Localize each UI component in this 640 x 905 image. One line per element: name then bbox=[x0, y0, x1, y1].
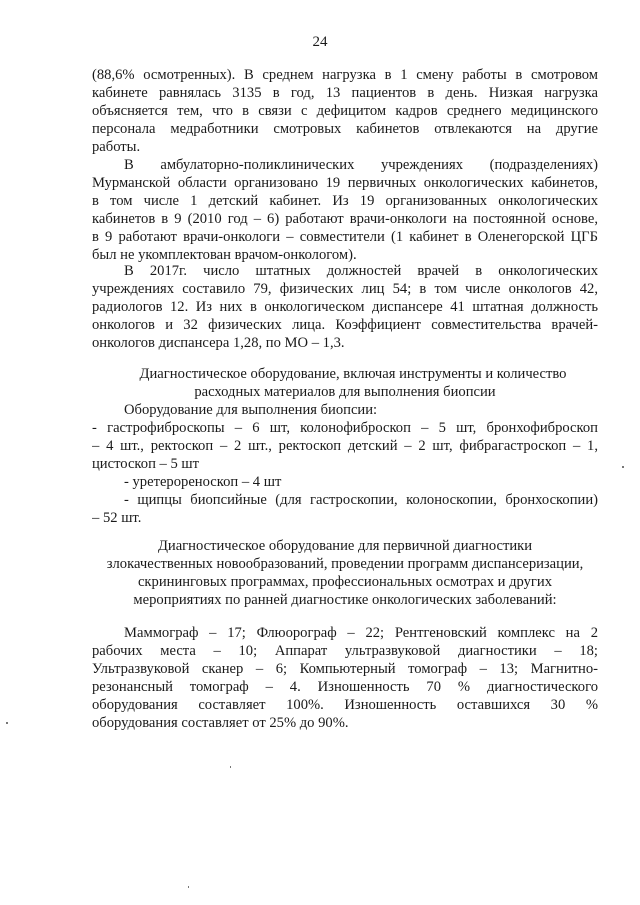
text-line: объясняется тем, что в связи с дефицитом кадров среднего медицинского bbox=[92, 103, 598, 119]
text-line: Ультразвуковой сканер – 6; Компьютерный томограф – 13; Магнитно- bbox=[92, 661, 598, 677]
text-line: оборудования составляет от 25% до 90%. bbox=[92, 715, 349, 731]
list-item: – 52 шт. bbox=[92, 510, 142, 526]
list-item: – 4 шт., ректоскоп – 2 шт., ректоскоп детский – 2 шт, фибрагастроскоп – 1, bbox=[92, 438, 598, 454]
text-line: В амбулаторно-поликлинических учреждениях (подразделениях) bbox=[124, 157, 598, 173]
text-line: Мурманской области организовано 19 первичных онкологических кабинетов, bbox=[92, 175, 598, 191]
text-line: оборудования составляет 100%. Изношенность оставшихся 30 % bbox=[92, 697, 598, 713]
heading-line: Диагностическое оборудование, включая инструменты и количество bbox=[139, 366, 567, 382]
paragraph-4 bbox=[92, 624, 598, 732]
scan-speck bbox=[622, 466, 624, 468]
heading-line: злокачественных новообразований, проведении программ диспансеризации, bbox=[106, 556, 584, 572]
text-line: был не укомплектован врачом-онкологом). bbox=[92, 247, 357, 263]
page-number: 24 bbox=[312, 34, 328, 50]
text-line: В 2017г. число штатных должностей врачей в онкологических bbox=[124, 263, 598, 279]
text-line: кабинетов в 9 (2010 год – 6) работают врачи-онкологи на постоянной основе, bbox=[92, 211, 598, 227]
scan-speck bbox=[230, 766, 231, 768]
list-item: - гастрофиброскопы – 6 шт, колонофиброскоп – 5 шт, бронхофиброскоп bbox=[92, 420, 598, 436]
text-line: онкологов диспансера 1,28, по МО – 1,3. bbox=[92, 335, 345, 351]
text-line: (88,6% осмотренных). В среднем нагрузка в 1 смену работы в смотровом bbox=[92, 67, 598, 83]
paragraph-1 bbox=[92, 66, 598, 156]
text-line: онкологов и 32 физических лица. Коэффициент совместительства врачей- bbox=[92, 317, 598, 333]
paragraph-3 bbox=[92, 262, 598, 352]
heading-line: скрининговых программах, профессиональных осмотрах и других bbox=[137, 574, 553, 590]
text-line: радиологов 12. Из них в онкологическом диспансере 41 штатная должность bbox=[92, 299, 598, 315]
equipment-list bbox=[92, 401, 598, 527]
section-heading-biopsy bbox=[92, 365, 598, 401]
heading-line: мероприятиях по ранней диагностике онкологических заболеваний: bbox=[133, 592, 557, 608]
list-item: - щипцы биопсийные (для гастроскопии, колоноскопии, бронхоскопии) bbox=[124, 492, 598, 508]
heading-line: расходных материалов для выполнения биопсии bbox=[194, 384, 496, 400]
list-item: цистоскоп – 5 шт bbox=[92, 456, 200, 472]
text-line: в 9 работают врачи-онкологи – совместители (1 кабинет в Оленегорской ЦГБ bbox=[92, 229, 598, 245]
paragraph-2 bbox=[92, 156, 598, 264]
text-line: учреждениях составило 79, физических лиц 54; в том числе онкологов 42, bbox=[92, 281, 598, 297]
heading-line: Диагностическое оборудование для первичной диагностики bbox=[157, 538, 533, 554]
text-line: работы. bbox=[92, 139, 141, 155]
section-heading-diagnostics bbox=[92, 537, 598, 609]
list-item: - уретерореноскоп – 4 шт bbox=[124, 474, 282, 490]
text-line: Маммограф – 17; Флюорограф – 22; Рентгеновский комплекс на 2 bbox=[124, 625, 598, 641]
equipment-intro: Оборудование для выполнения биопсии: bbox=[124, 402, 378, 418]
text-line: рабочих места – 10; Аппарат ультразвуковой диагностики – 18; bbox=[92, 643, 598, 659]
text-line: резонансный томограф – 4. Изношенность 70 % диагностического bbox=[92, 679, 598, 695]
scan-speck bbox=[6, 722, 8, 724]
text-line: персонала медработники смотровых кабинетов отвлекаются на другие bbox=[92, 121, 598, 137]
text-line: в том числе 1 детский кабинет. Из 19 организованных онкологических bbox=[92, 193, 598, 209]
text-line: кабинете равнялась 3135 в год, 13 пациентов в день. Низкая нагрузка bbox=[92, 85, 598, 101]
scan-speck bbox=[188, 886, 189, 888]
